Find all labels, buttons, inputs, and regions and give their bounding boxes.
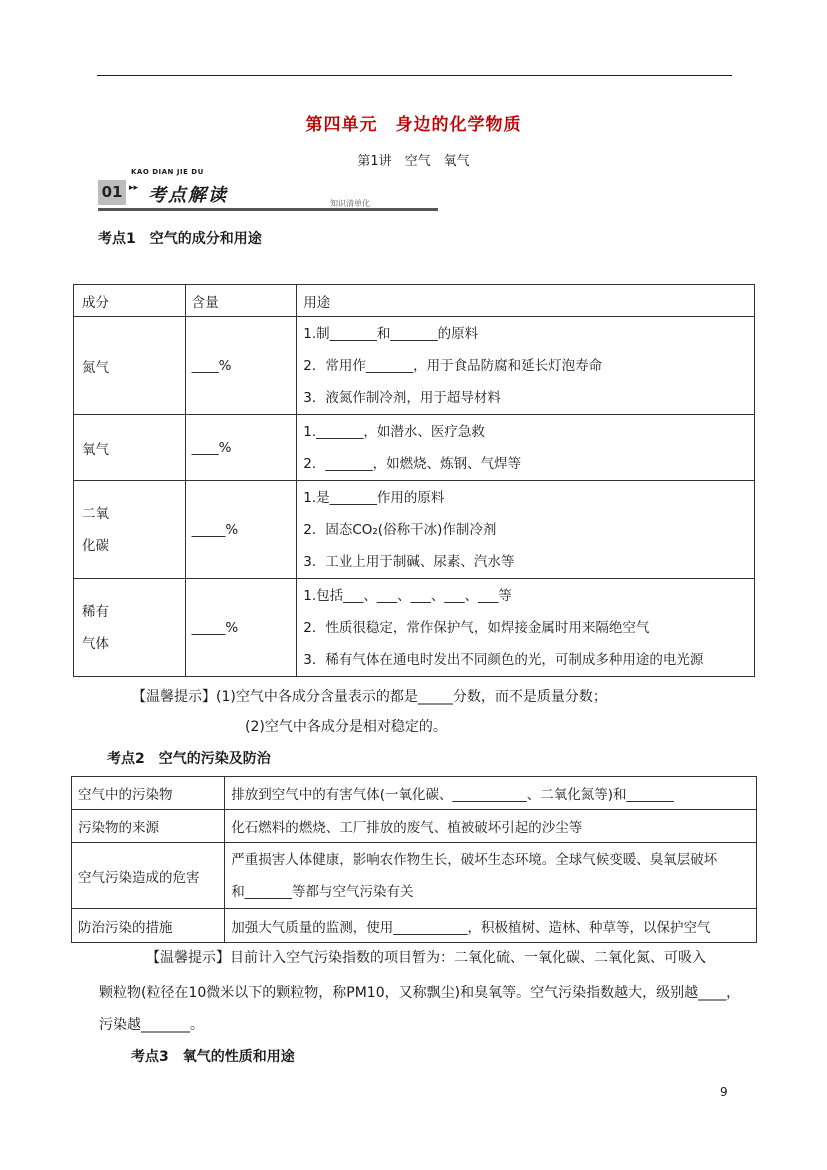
component-name: 氮气: [82, 359, 109, 376]
use-line: 1.制_______和_______的原料: [303, 325, 479, 342]
pollution-value: [225, 843, 757, 909]
banner-label: 考点解读: [148, 185, 228, 206]
pollution-value: 排放到空气中的有害气体(一氧化碳、___________、二氧化氮等)和_______: [225, 777, 757, 810]
table-row: [72, 777, 757, 810]
uses-cell: [297, 415, 755, 481]
amount-cell: ____%: [185, 415, 297, 481]
header-component: 成分: [74, 285, 186, 317]
banner-pinyin: KAO DIAN JIE DU: [131, 168, 204, 176]
use-line: 3．工业上用于制碱、尿素、汽水等: [303, 553, 515, 570]
table-row: [74, 317, 755, 415]
header-amount: 含量: [185, 285, 297, 317]
point3-heading: 考点3 氧气的性质和用途: [131, 1049, 295, 1065]
banner-number: 01: [98, 180, 126, 205]
table-row: [72, 843, 757, 909]
point1-heading: 考点1 空气的成分和用途: [98, 231, 262, 247]
table-row: [74, 415, 755, 481]
tip2-line2: 颗粒物(粒径在10微米以下的颗粒物，称PM10，又称飘尘)和臭氧等。空气污染指数越大，级别越____，: [99, 985, 741, 1001]
pollution-key: 空气中的污染物: [72, 777, 225, 810]
table-row: [74, 481, 755, 579]
use-line: 2．常用作_______，用于食品防腐和延长灯泡寿命: [303, 357, 603, 374]
use-line: 2．_______，如燃烧、炼钢、气焊等: [303, 455, 522, 472]
amount-cell: _____%: [185, 579, 297, 677]
pollution-value: 加强大气质量的监测，使用___________，积极植树、造林、种草等，以保护空气: [225, 909, 757, 943]
banner-rule: [98, 208, 438, 211]
use-line: 1.包括___、___、___、___、___等: [303, 587, 512, 604]
section-banner: [98, 168, 438, 214]
pollution-value-line: 严重损害人体健康，影响农作物生长，破坏生态环境。全球气候变暖、臭氧层破坏: [231, 851, 718, 868]
component-name: 稀有: [82, 603, 109, 620]
uses-cell: [297, 481, 755, 579]
tip2-line1: 【温馨提示】目前计入空气污染指数的项目暂为：二氧化硫、一氧化碳、二氧化氮、可吸入: [146, 950, 706, 966]
use-line: 1.是_______作用的原料: [303, 489, 445, 506]
component-cell: [74, 415, 186, 481]
header-uses: 用途: [297, 285, 755, 317]
tip1-line2: (2)空气中各成分是相对稳定的。: [245, 719, 447, 735]
pollution-value: 化石燃料的燃烧、工厂排放的废气、植被破坏引起的沙尘等: [225, 810, 757, 843]
banner-subtitle: 知识清单化: [330, 199, 370, 208]
header-rule: [97, 75, 732, 76]
double-arrow-icon: ▸▸: [129, 183, 139, 193]
use-line: 1._______，如潜水、医疗急救: [303, 423, 485, 440]
amount-cell: ____%: [185, 317, 297, 415]
tip2-line3: 污染越_______。: [99, 1017, 204, 1033]
table-header-row: [74, 285, 755, 317]
air-pollution-table: [71, 776, 757, 943]
component-cell: [74, 481, 186, 579]
point2-heading: 考点2 空气的污染及防治: [107, 751, 271, 767]
air-composition-table: [73, 284, 755, 677]
lesson-title: 第1讲 空气 氧气: [357, 154, 470, 169]
use-line: 2．性质很稳定，常作保护气，如焊接金属时用来隔绝空气: [303, 619, 650, 636]
component-name: 氧气: [82, 441, 109, 458]
pollution-value-line: 和_______等都与空气污染有关: [231, 883, 414, 900]
use-line: 3．液氮作制冷剂，用于超导材料: [303, 389, 501, 406]
component-cell: [74, 317, 186, 415]
use-line: 2．固态CO₂(俗称干冰)作制冷剂: [303, 521, 497, 538]
component-name: 气体: [82, 635, 109, 652]
tip1-line1: 【温馨提示】(1)空气中各成分含量表示的都是_____分数，而不是质量分数；: [132, 689, 607, 705]
table-row: [72, 909, 757, 943]
unit-title: 第四单元 身边的化学物质: [305, 115, 522, 135]
uses-cell: [297, 317, 755, 415]
component-name: 二氧: [82, 505, 109, 522]
component-cell: [74, 579, 186, 677]
pollution-key: 防治污染的措施: [72, 909, 225, 943]
page-number: 9: [720, 1085, 728, 1099]
table-row: [72, 810, 757, 843]
pollution-key: 污染物的来源: [72, 810, 225, 843]
pollution-key: 空气污染造成的危害: [72, 843, 225, 909]
table-row: [74, 579, 755, 677]
amount-cell: _____%: [185, 481, 297, 579]
uses-cell: [297, 579, 755, 677]
use-line: 3．稀有气体在通电时发出不同颜色的光，可制成多种用途的电光源: [303, 651, 704, 668]
component-name: 化碳: [82, 537, 109, 554]
